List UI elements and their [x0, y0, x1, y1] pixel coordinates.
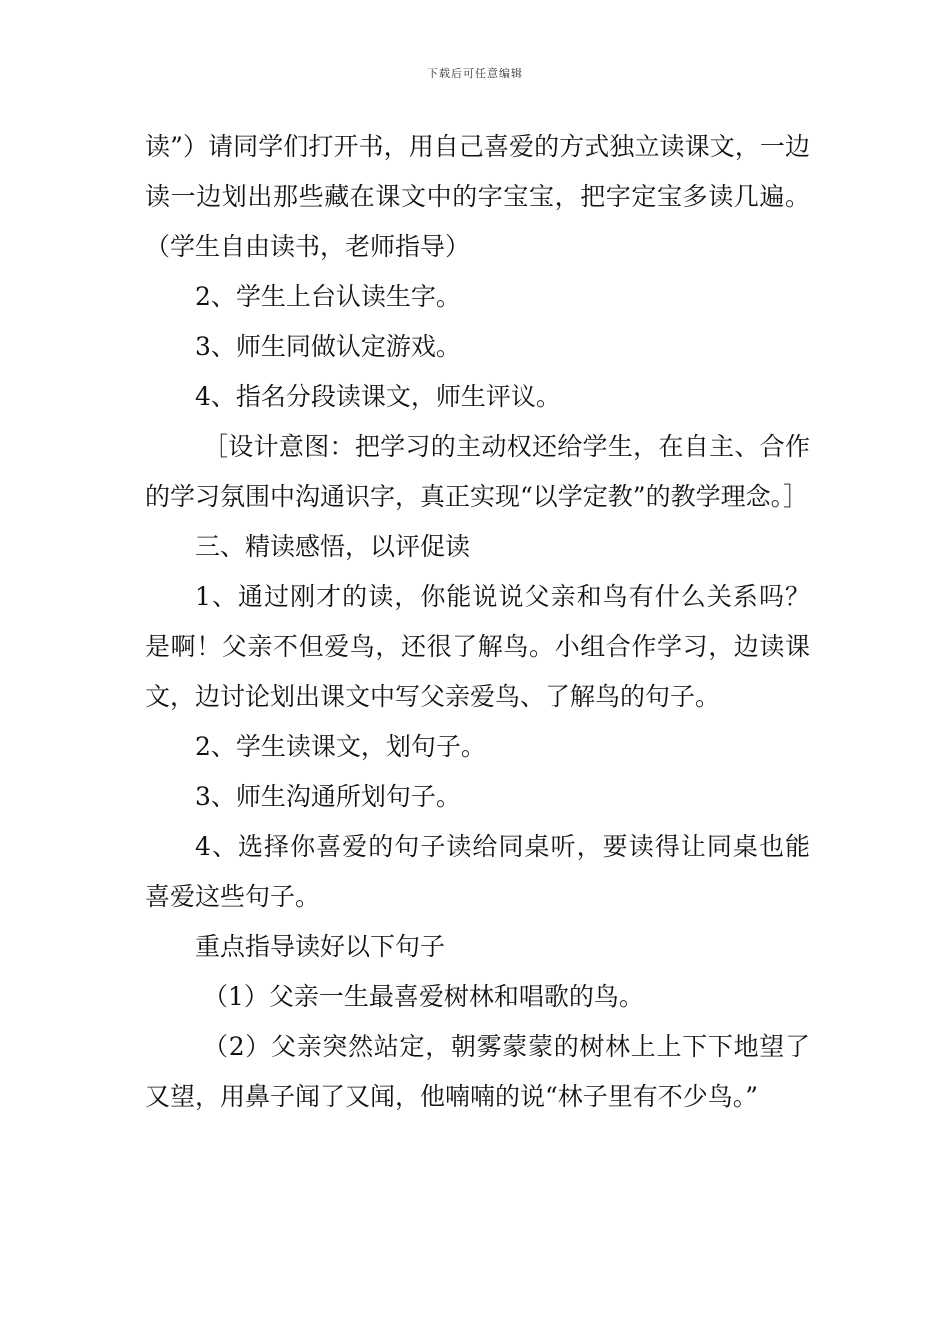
document-body [145, 122, 810, 1122]
paragraph-sentence-2: （2）父亲突然站定，朝雾蒙蒙的树林上上下下地望了又望，用鼻子闻了又闻，他喃喃的说“林子里有不少鸟。” [145, 1032, 810, 1111]
paragraph-question-2: 2、学生读课文，划句子。 [195, 732, 486, 761]
paragraph-step-4: 4、指名分段读课文，师生评议。 [195, 382, 561, 411]
paragraph-step-3: 3、师生同做认定游戏。 [195, 332, 461, 361]
paragraph-key-guidance: 重点指导读好以下句子 [195, 932, 446, 961]
paragraph-question-3: 3、师生沟通所划句子。 [195, 782, 461, 811]
paragraph-reading-instructions: 读”）请同学们打开书，用自己喜爱的方式独立读课文，一边读一边划出那些藏在课文中的字宝宝，把字定宝多读几遍。（学生自由读书，老师指导） [145, 132, 810, 261]
paragraph-question-1: 1、通过刚才的读，你能说说父亲和鸟有什么关系吗？是啊！父亲不但爱鸟，还很了解鸟。小组合作学习，边读课文，边讨论划出课文中写父亲爱鸟、了解鸟的句子。 [145, 582, 810, 711]
paragraph-step-2: 2、学生上台认读生字。 [195, 282, 461, 311]
paragraph-question-4: 4、选择你喜爱的句子读给同桌听，要读得让同桌也能喜爱这些句子。 [145, 832, 810, 911]
paragraph-sentence-1: （1）父亲一生最喜爱树林和唱歌的鸟。 [203, 982, 644, 1011]
section-heading-close-reading: 三、精读感悟，以评促读 [195, 532, 471, 561]
paragraph-design-intent: ［设计意图：把学习的主动权还给学生，在自主、合作的学习氛围中沟通识字，真正实现“以学定教”的教学理念。］ [145, 432, 810, 511]
page-header-note: 下载后可任意编辑 [427, 67, 523, 80]
